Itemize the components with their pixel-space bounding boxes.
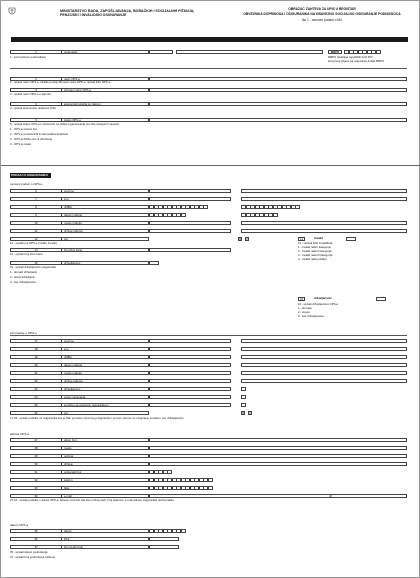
field-25[interactable]: [149, 403, 231, 407]
row-number: 8: [10, 205, 62, 209]
row-label: mesto rođenja: [62, 371, 149, 375]
row-number: 24: [10, 395, 62, 399]
field-2[interactable]: [149, 77, 407, 81]
field-37[interactable]: [149, 545, 179, 549]
row-37: [10, 545, 149, 549]
field-20b[interactable]: [241, 363, 407, 367]
field-17[interactable]: [149, 339, 231, 343]
row-number: 4: [10, 102, 62, 106]
mbpo-cells[interactable]: [344, 50, 380, 54]
row-number: 2: [10, 77, 62, 81]
row-number: 36: [10, 537, 62, 541]
mbpo-note-2: kod prvog prijave na osiguranje dobija MBPO: [328, 59, 385, 63]
row-label: pol: [62, 237, 149, 241]
field-17b[interactable]: [241, 339, 407, 343]
note-5b: 1 - OPS je pravno lice: [10, 127, 38, 131]
row-number: 25: [10, 403, 62, 407]
row-number: 18: [10, 347, 62, 351]
row-label: datum rođenja: [62, 363, 149, 367]
row-36: [10, 537, 149, 541]
row-number: 22: [10, 379, 62, 383]
field-10b[interactable]: [241, 221, 407, 225]
row-6: [10, 189, 149, 193]
section3-note: 17-26 - upisati podatke za osiguranika koji je član porodice osnovnog osiguranika i po kom osnovu se osigurava, srodstvo, pol, državljanstvo: [10, 416, 184, 420]
row-label: prezime: [62, 339, 149, 343]
gender-m-checkbox[interactable]: M: [239, 238, 242, 241]
field-22b[interactable]: [241, 379, 407, 383]
field-7[interactable]: [149, 197, 231, 201]
field-19b[interactable]: [241, 355, 407, 359]
row-number: 28: [10, 446, 62, 450]
row13-note-1: 13 - Upisati šifru invaliditeta:: [298, 241, 333, 245]
field-21b[interactable]: [241, 371, 407, 375]
row-number: 19: [10, 355, 62, 359]
field-25b[interactable]: [241, 403, 246, 407]
row-label: status OPS-a: [62, 118, 149, 122]
section4-subtitle: adresa OPS-a: [10, 432, 30, 436]
row-number: 20: [10, 363, 62, 367]
row-label: osnov osiguranja: [62, 395, 149, 399]
row-33: [10, 486, 149, 490]
field-11b[interactable]: [241, 229, 407, 233]
row-23: [10, 387, 149, 391]
note-4: 4 - upisati ekonomsku delatnost (KD): [10, 106, 56, 110]
mbpo-note-1: MBPO dodeljuje republički fond PIO: [328, 55, 373, 59]
note-5e: 4 - OPS je ostalo: [10, 142, 32, 146]
section4-note: 27-34 - upisati podatke o adresi OPS-a, adresa mora biti ista kao u ličnoj karti, broj telefona i e-mail adresu osiguranika radi kontakta: [10, 498, 174, 502]
row-number: 37: [10, 545, 62, 549]
row-1: [10, 50, 149, 54]
field-4[interactable]: [149, 102, 407, 106]
row-number: 9: [10, 213, 62, 217]
row-number: 1: [10, 50, 62, 54]
row-number: 26: [10, 411, 62, 415]
row-label: prezime: [62, 189, 149, 193]
date-cells[interactable]: [149, 529, 185, 533]
form-title: OBRAZAC ZAHTEVA ZA UPIS U REGISTAR: [288, 7, 356, 11]
field-10[interactable]: [149, 221, 231, 225]
field-1a[interactable]: [149, 50, 173, 54]
row-32: [10, 478, 149, 482]
row-number: 27: [10, 438, 62, 442]
row16-note-1: 16 - upisati državljanstvo OPS-a: [298, 302, 338, 306]
row-7: [10, 197, 149, 201]
row13-note-3: 2 - Invalid rada II kategorije: [298, 249, 332, 253]
row-28: [10, 446, 149, 450]
fax-cells[interactable]: [149, 486, 212, 490]
field-22[interactable]: [149, 379, 231, 383]
row-number: 5: [10, 118, 62, 122]
phone-cells[interactable]: [149, 478, 212, 482]
postal-cells[interactable]: [149, 470, 172, 474]
note-5a: 5 - upisati status OPS-a u zavisnosti od oblika organizovanja (za više dostupnih navesti):: [10, 122, 120, 126]
row-number: 21: [10, 371, 62, 375]
field-11[interactable]: [149, 229, 231, 233]
field-36[interactable]: [149, 537, 179, 541]
row13-label: Invalid: [314, 236, 323, 240]
field-24b[interactable]: [241, 395, 246, 399]
row-number: 23: [10, 387, 62, 391]
row-10: [10, 221, 149, 225]
row16-number: 16: [299, 297, 304, 301]
row-label: država rođenja: [62, 379, 149, 383]
row-number: 30: [10, 462, 62, 466]
section5-subtitle: datum OPS-a: [10, 523, 29, 527]
field-34[interactable]: [149, 494, 407, 498]
row-24: [10, 395, 149, 399]
row-label: broj lične karte: [62, 248, 149, 252]
row-31: [10, 470, 149, 474]
row-label: državljanstvo: [62, 261, 149, 265]
row-22: [10, 379, 149, 383]
field-18[interactable]: [149, 347, 231, 351]
divider: [10, 335, 407, 336]
field-1b[interactable]: [176, 50, 323, 54]
row-label: opština: [62, 454, 149, 458]
note-15c: 2 - strani državljanin: [10, 275, 36, 279]
row-18: [10, 347, 149, 351]
row16-note-3: 2 - strano: [298, 310, 310, 314]
field-18b[interactable]: [241, 347, 407, 351]
section-subtitle: osnovni podaci o OPS-u: [10, 182, 43, 186]
field-5[interactable]: [149, 118, 407, 122]
field-23b[interactable]: [241, 387, 246, 391]
row13-note-4: 3 - Invalid rada III kategorije: [298, 253, 333, 257]
row-number: 12: [10, 237, 62, 241]
row-25: [10, 403, 149, 407]
note-3: 3 - upisati naziv OPS-a u tajnosti: [10, 92, 51, 96]
note-15b: 1 - domaći državljanin: [10, 270, 38, 274]
gender-m-checkbox-2[interactable]: M: [242, 412, 245, 415]
row-label: ekonomski položaj po zakonu: [62, 102, 149, 106]
row16-label: državljanstvo: [314, 296, 332, 300]
section-bar: PODACI O OSIGURANIKU: [10, 173, 51, 178]
section5-note-1: 35 - upisati datum podnošenja: [10, 550, 48, 554]
divider: [10, 68, 407, 69]
row-label: država: [62, 462, 149, 466]
note-15a: 15 - upisati državljanstvo osiguranika: [10, 265, 56, 269]
jmbg-cells-2[interactable]: [241, 205, 300, 209]
row-9: [10, 213, 149, 217]
header-divider-bar: [11, 37, 408, 42]
gender-z-checkbox[interactable]: Ž: [246, 238, 248, 241]
row-number: 31: [10, 470, 62, 474]
coat-of-arms-icon: [8, 7, 16, 16]
field-23[interactable]: [149, 387, 231, 391]
row-label: mesto rođenja: [62, 221, 149, 225]
row-8: [10, 205, 149, 209]
field-21[interactable]: [149, 371, 231, 375]
row-27: [10, 438, 149, 442]
row-label: broj (redni broj): [62, 545, 149, 549]
row-number: 29: [10, 454, 62, 458]
gender-z-checkbox-2[interactable]: Ž: [249, 412, 251, 415]
row-label: datum: [62, 529, 149, 533]
row-label: ime: [62, 197, 149, 201]
row-number: 14: [10, 248, 62, 252]
note-15d: 3 - bez državljanstva: [10, 280, 36, 284]
field-24[interactable]: [149, 395, 231, 399]
section-divider: [1, 165, 420, 166]
row-11: [10, 229, 149, 233]
row16-note-4: 3 - bez državljanstva: [298, 314, 324, 318]
row13-number: 13: [299, 237, 304, 241]
row-30: [10, 462, 149, 466]
form-subtitle: OBVEZNIKA DOPRINOSA I OSIGURANIKA NA OBAVEZNO SOCIJALNO OSIGURANJE PODNOSIOCA: [243, 12, 401, 16]
mbpo-label: MBPO: [328, 50, 342, 54]
note-12: 12 - upisati pol OPS-a (muški, ženski): [10, 241, 57, 245]
field-20[interactable]: [149, 363, 231, 367]
row-label: JMBG: [62, 355, 149, 359]
note-1: 1 - pod nazivom podnosilaca: [10, 55, 46, 59]
note-2: 2 - upisati naziv OPS-a, ukoliko postoji šifrovani naziv OPS-a, upisati šifru OPS-a: [10, 80, 111, 84]
row13-note-5: 4 - Invalid rada (ostalo): [298, 257, 327, 261]
row-label: podnosilac: [62, 50, 149, 54]
row-label: JMBG: [62, 205, 149, 209]
row16-note-2: 1 - domaće: [298, 306, 312, 310]
field-13[interactable]: [346, 237, 356, 241]
row-label: datum rođenja: [62, 213, 149, 217]
field-7b[interactable]: [241, 197, 407, 201]
form-sheet-label: list 1 - osnovni podaci o M4: [302, 18, 342, 22]
field-15[interactable]: [149, 261, 159, 265]
field-28[interactable]: [149, 446, 407, 450]
row-number: 32: [10, 478, 62, 482]
row-26: [10, 411, 149, 415]
row-number: 6: [10, 189, 62, 193]
section3-subtitle: informacije o OPS-u: [10, 331, 37, 335]
row-number: 35: [10, 529, 62, 533]
row-label: e-mail: [62, 494, 149, 498]
row-number: 11: [10, 229, 62, 233]
row-label: ime: [62, 347, 149, 351]
note-5d: 3 - OPS je fizičko lice ili udruženje: [10, 137, 53, 141]
row-29: [10, 454, 149, 458]
row-label: telefon: [62, 478, 149, 482]
field-29[interactable]: [149, 454, 407, 458]
row-label: faks: [62, 486, 149, 490]
row-21: [10, 371, 149, 375]
row-number: 3: [10, 88, 62, 92]
row-number: 34: [10, 494, 62, 498]
row-label: poštanski broj: [62, 470, 149, 474]
row-35: [10, 529, 149, 533]
field-30[interactable]: [149, 462, 407, 466]
row-label: naziv OPS-a: [62, 77, 149, 81]
row-number: 7: [10, 197, 62, 201]
section5-note-2: 37 - upisati broj podnošenja zahteva: [10, 555, 55, 559]
row13-note-2: 1 - Invalid rada I kategorije: [298, 245, 331, 249]
field-27[interactable]: [149, 438, 407, 442]
row-label: sifrovani naziv OPS-a: [62, 88, 149, 92]
field-6b[interactable]: [241, 189, 407, 193]
note-14: 14 - upisati broj lične karte: [10, 252, 43, 256]
field-6[interactable]: [149, 189, 231, 193]
row-label: pol: [62, 411, 149, 415]
row-number: 10: [10, 221, 62, 225]
row-label: ulica i broj: [62, 438, 149, 442]
row-label: šifra: [62, 537, 149, 541]
field-19[interactable]: [149, 355, 231, 359]
jmbg-cells[interactable]: [149, 205, 208, 209]
at-sign: @: [329, 494, 333, 498]
row-label: srodstvo sa osnovnim osiguranikom: [62, 403, 149, 407]
row-number: 17: [10, 339, 62, 343]
row-label: država rođenja: [62, 229, 149, 233]
field-3[interactable]: [149, 88, 407, 92]
field-14[interactable]: [149, 248, 231, 252]
row-number: 15: [10, 261, 62, 265]
field-16[interactable]: [376, 297, 386, 301]
row-number: 33: [10, 486, 62, 490]
row-17: [10, 339, 149, 343]
row-label: državljanstvo: [62, 387, 149, 391]
row-label: mesto: [62, 446, 149, 450]
birthdate-cells[interactable]: [149, 213, 185, 217]
ministry-title: MINISTARSTVO RADA, ZAPOŠLJAVANJA, BORAČKIH I SOCIJALNIH PITANJA, PENZIJSKI I INVALIDSKI OSIGURANJE: [60, 9, 195, 17]
row-19: [10, 355, 149, 359]
birthdate-cells-2[interactable]: [241, 213, 277, 217]
row-20: [10, 363, 149, 367]
note-5c: 2 - OPS je preduzetnik ili samostalna delatnost: [10, 132, 68, 136]
